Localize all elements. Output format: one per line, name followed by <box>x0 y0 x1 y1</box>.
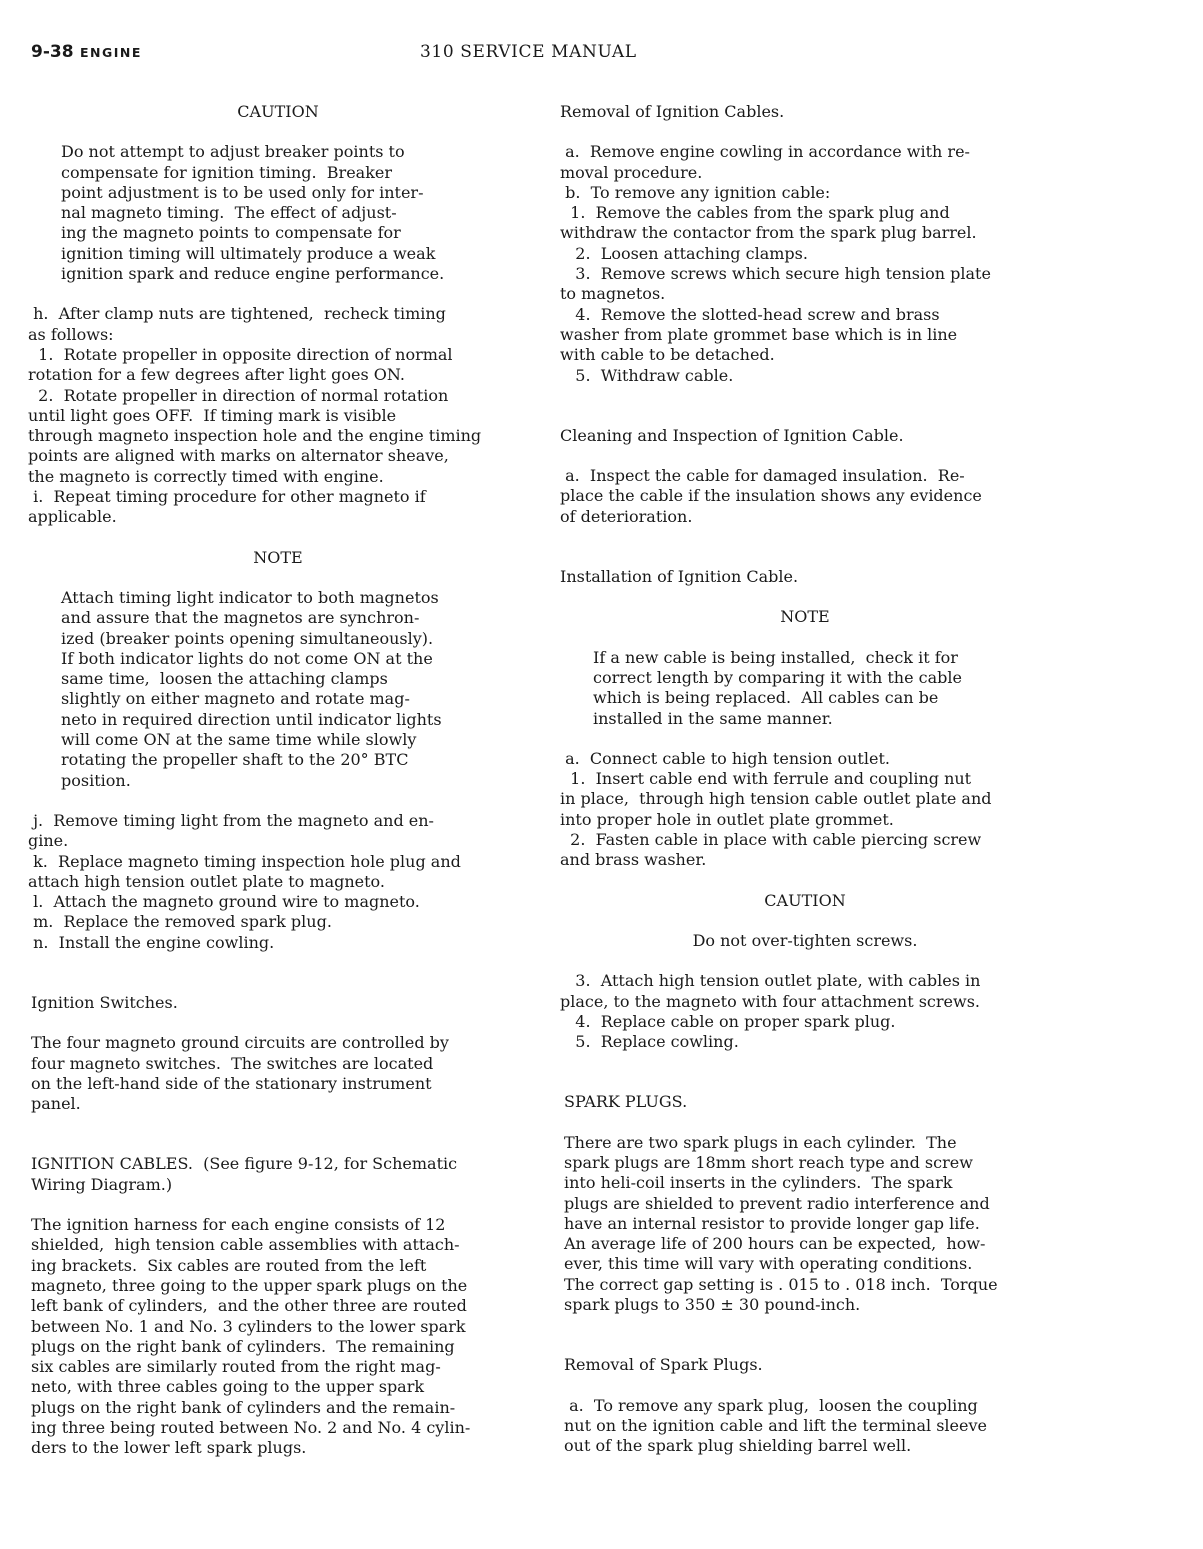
step-line: attach high tension outlet plate to magneto. <box>28 871 385 891</box>
note-line: rotating the propeller shaft to the 20° BTC <box>61 750 409 770</box>
step-line: 4. Replace cable on proper spark plug. <box>560 1011 896 1031</box>
step-line: 5. Withdraw cable. <box>560 365 734 385</box>
note-block <box>28 588 528 791</box>
step-line: withdraw the contactor from the spark plug barrel. <box>560 223 977 243</box>
body-line: plugs on the right bank of cylinders. The remaining <box>31 1336 455 1356</box>
step-line: 2. Rotate propeller in direction of normal rotation <box>28 385 449 405</box>
caution-line: nal magneto timing. The effect of adjust- <box>61 203 397 223</box>
body-line: The ignition harness for each engine consists of 12 <box>31 1215 446 1235</box>
body-line: An average life of 200 hours can be expected, how- <box>564 1234 986 1254</box>
body-line: have an internal resistor to provide longer gap life. <box>564 1213 980 1233</box>
caution-line: ing the magneto points to compensate for <box>61 223 401 243</box>
step-line: and brass washer. <box>560 850 707 870</box>
caution-line: Do not attempt to adjust breaker points to <box>61 142 405 162</box>
step-line: a. To remove any spark plug, loosen the coupling <box>564 1395 978 1415</box>
body-line: six cables are similarly routed from the right mag- <box>31 1357 441 1377</box>
step-line: moval procedure. <box>560 162 703 182</box>
step-line: of deterioration. <box>560 506 693 526</box>
install-steps-cont <box>560 971 1050 1052</box>
step-line: 3. Remove screws which secure high tension plate <box>560 264 991 284</box>
step-line: in place, through high tension cable outlet plate and <box>560 789 992 809</box>
body-line: ders to the lower left spark plugs. <box>31 1438 307 1458</box>
install-steps <box>560 749 1050 871</box>
step-line: a. Inspect the cable for damaged insulation. Re- <box>560 466 965 486</box>
caution-title: CAUTION <box>237 102 319 121</box>
body-line: spark plugs to 350 ± 30 pound-inch. <box>564 1295 861 1315</box>
step-line: 3. Attach high tension outlet plate, with cables in <box>560 971 981 991</box>
body-line: magneto, three going to the upper spark plugs on the <box>31 1275 468 1295</box>
step-line: 1. Insert cable end with ferrule and coupling nut <box>560 769 972 789</box>
ignition-switches-text <box>28 1033 528 1114</box>
step-line: 1. Rotate propeller in opposite direction of normal <box>28 344 453 364</box>
body-line: plugs on the right bank of cylinders and the remain- <box>31 1397 456 1417</box>
step-line: i. Repeat timing procedure for other magneto if <box>28 487 426 507</box>
step-line: applicable. <box>28 507 117 527</box>
caution-line: ignition timing will ultimately produce a weak <box>61 243 436 263</box>
step-line: out of the spark plug shielding barrel well. <box>564 1436 912 1456</box>
step-line: as follows: <box>28 324 114 344</box>
step-line: washer from plate grommet base which is in line <box>560 324 958 344</box>
manual-title: 310 SERVICE MANUAL <box>420 42 637 62</box>
step-line: with cable to be detached. <box>560 345 775 365</box>
step-line: into proper hole in outlet plate grommet. <box>560 809 894 829</box>
section-heading: SPARK PLUGS. <box>564 1092 688 1112</box>
section-heading: Ignition Switches. <box>31 992 178 1012</box>
step-line: j. Remove timing light from the magneto and en- <box>28 810 434 830</box>
step-line: place, to the magneto with four attachment screws. <box>560 991 980 1011</box>
step-line: 2. Fasten cable in place with cable piercing screw <box>560 830 982 850</box>
note-line: installed in the same manner. <box>593 708 833 728</box>
note-line: If both indicator lights do not come ON at the <box>61 648 433 668</box>
body-line: shielded, high tension cable assemblies with attach- <box>31 1235 460 1255</box>
body-line: ever, this time will vary with operating conditions. <box>564 1254 973 1274</box>
page-number: 9-38 <box>31 42 74 62</box>
note-title: NOTE <box>780 607 830 627</box>
body-line: neto, with three cables going to the upper spark <box>31 1377 425 1397</box>
step-line: rotation for a few degrees after light goes ON. <box>28 365 405 385</box>
step-line: until light goes OFF. If timing mark is visible <box>28 405 397 425</box>
body-line: into heli-coil inserts in the cylinders. The spark <box>564 1173 953 1193</box>
timing-steps <box>28 304 528 527</box>
body-line: panel. <box>31 1094 81 1114</box>
step-line: m. Replace the removed spark plug. <box>28 912 332 932</box>
step-line: nut on the ignition cable and lift the terminal sleeve <box>564 1415 987 1435</box>
body-line: left bank of cylinders, and the other three are routed <box>31 1296 467 1316</box>
spark-plugs-text <box>560 1133 1050 1316</box>
body-line: on the left-hand side of the stationary instrument <box>31 1073 432 1093</box>
note-title: NOTE <box>253 547 303 567</box>
note-line: which is being replaced. All cables can be <box>593 688 939 708</box>
step-line: 5. Replace cowling. <box>560 1032 739 1052</box>
right-column <box>560 102 1050 1457</box>
step-line: through magneto inspection hole and the engine timing <box>28 426 482 446</box>
section-heading: Removal of Ignition Cables. <box>560 102 785 121</box>
body-line: between No. 1 and No. 3 cylinders to the lower spark <box>31 1316 466 1336</box>
note-line: will come ON at the same time while slowly <box>61 730 417 750</box>
step-line: the magneto is correctly timed with engine. <box>28 466 384 486</box>
body-line: plugs are shielded to prevent radio interference and <box>564 1193 990 1213</box>
cleanup-steps <box>28 811 528 953</box>
body-line: ing brackets. Six cables are routed from the left <box>31 1255 427 1275</box>
ignition-cables-heading <box>28 1154 528 1195</box>
section-heading: Cleaning and Inspection of Ignition Cable. <box>560 425 904 445</box>
heading-line: Wiring Diagram.) <box>31 1174 173 1194</box>
step-line: 1. Remove the cables from the spark plug and <box>560 203 950 223</box>
step-line: k. Replace magneto timing inspection hole plug and <box>28 851 461 871</box>
caution-line: ignition spark and reduce engine performance. <box>61 264 445 284</box>
step-line: gine. <box>28 831 69 851</box>
body-line: There are two spark plugs in each cylinder. The <box>564 1132 957 1152</box>
removal-steps <box>560 142 1050 386</box>
step-line: a. Remove engine cowling in accordance with re- <box>560 142 970 162</box>
step-line: points are aligned with marks on alternator sheave, <box>28 446 449 466</box>
step-line: a. Connect cable to high tension outlet. <box>560 748 890 768</box>
step-line: n. Install the engine cowling. <box>28 932 275 952</box>
body-line: spark plugs are 18mm short reach type and screw <box>564 1152 973 1172</box>
left-column <box>28 102 528 1459</box>
step-line: h. After clamp nuts are tightened, recheck timing <box>28 304 446 324</box>
ignition-cables-text <box>28 1215 528 1459</box>
note-line: slightly on either magneto and rotate mag- <box>61 689 410 709</box>
note-line: position. <box>61 770 131 790</box>
step-line: 2. Loosen attaching clamps. <box>560 243 808 263</box>
caution-text: Do not over-tighten screws. <box>692 930 918 950</box>
caution-line: compensate for ignition timing. Breaker <box>61 162 393 182</box>
cleaning-steps <box>560 466 1050 527</box>
note-line: Attach timing light indicator to both magnetos <box>61 587 439 607</box>
note-line: and assure that the magnetos are synchron- <box>61 608 420 628</box>
body-line: four magneto switches. The switches are located <box>31 1053 434 1073</box>
section-heading: Installation of Ignition Cable. <box>560 567 799 587</box>
section-heading: Removal of Spark Plugs. <box>564 1355 763 1375</box>
body-line: The correct gap setting is . 015 to . 018 inch. Torque <box>564 1274 998 1294</box>
removal-plugs-text <box>560 1396 1050 1457</box>
note-line: ized (breaker points opening simultaneously). <box>61 628 434 648</box>
body-line: ing three being routed between No. 2 and No. 4 cylin- <box>31 1418 471 1438</box>
note-line: correct length by comparing it with the cable <box>593 667 962 687</box>
step-line: place the cable if the insulation shows any evidence <box>560 486 982 506</box>
heading-line: IGNITION CABLES. (See figure 9-12, for Schematic <box>31 1154 458 1174</box>
caution-line: point adjustment is to be used only for inter- <box>61 182 424 202</box>
note-block <box>560 648 1050 729</box>
step-line: to magnetos. <box>560 284 666 304</box>
step-line: 4. Remove the slotted-head screw and brass <box>560 304 940 324</box>
step-line: l. Attach the magneto ground wire to magneto. <box>28 892 420 912</box>
note-line: If a new cable is being installed, check it for <box>593 647 958 667</box>
section-label: ENGINE <box>80 45 142 60</box>
caution-title: CAUTION <box>764 890 846 910</box>
note-line: neto in required direction until indicator lights <box>61 709 442 729</box>
note-line: same time, loosen the attaching clamps <box>61 669 388 689</box>
body-line: The four magneto ground circuits are controlled by <box>31 1033 449 1053</box>
step-line: b. To remove any ignition cable: <box>560 182 831 202</box>
caution-block <box>28 142 528 284</box>
